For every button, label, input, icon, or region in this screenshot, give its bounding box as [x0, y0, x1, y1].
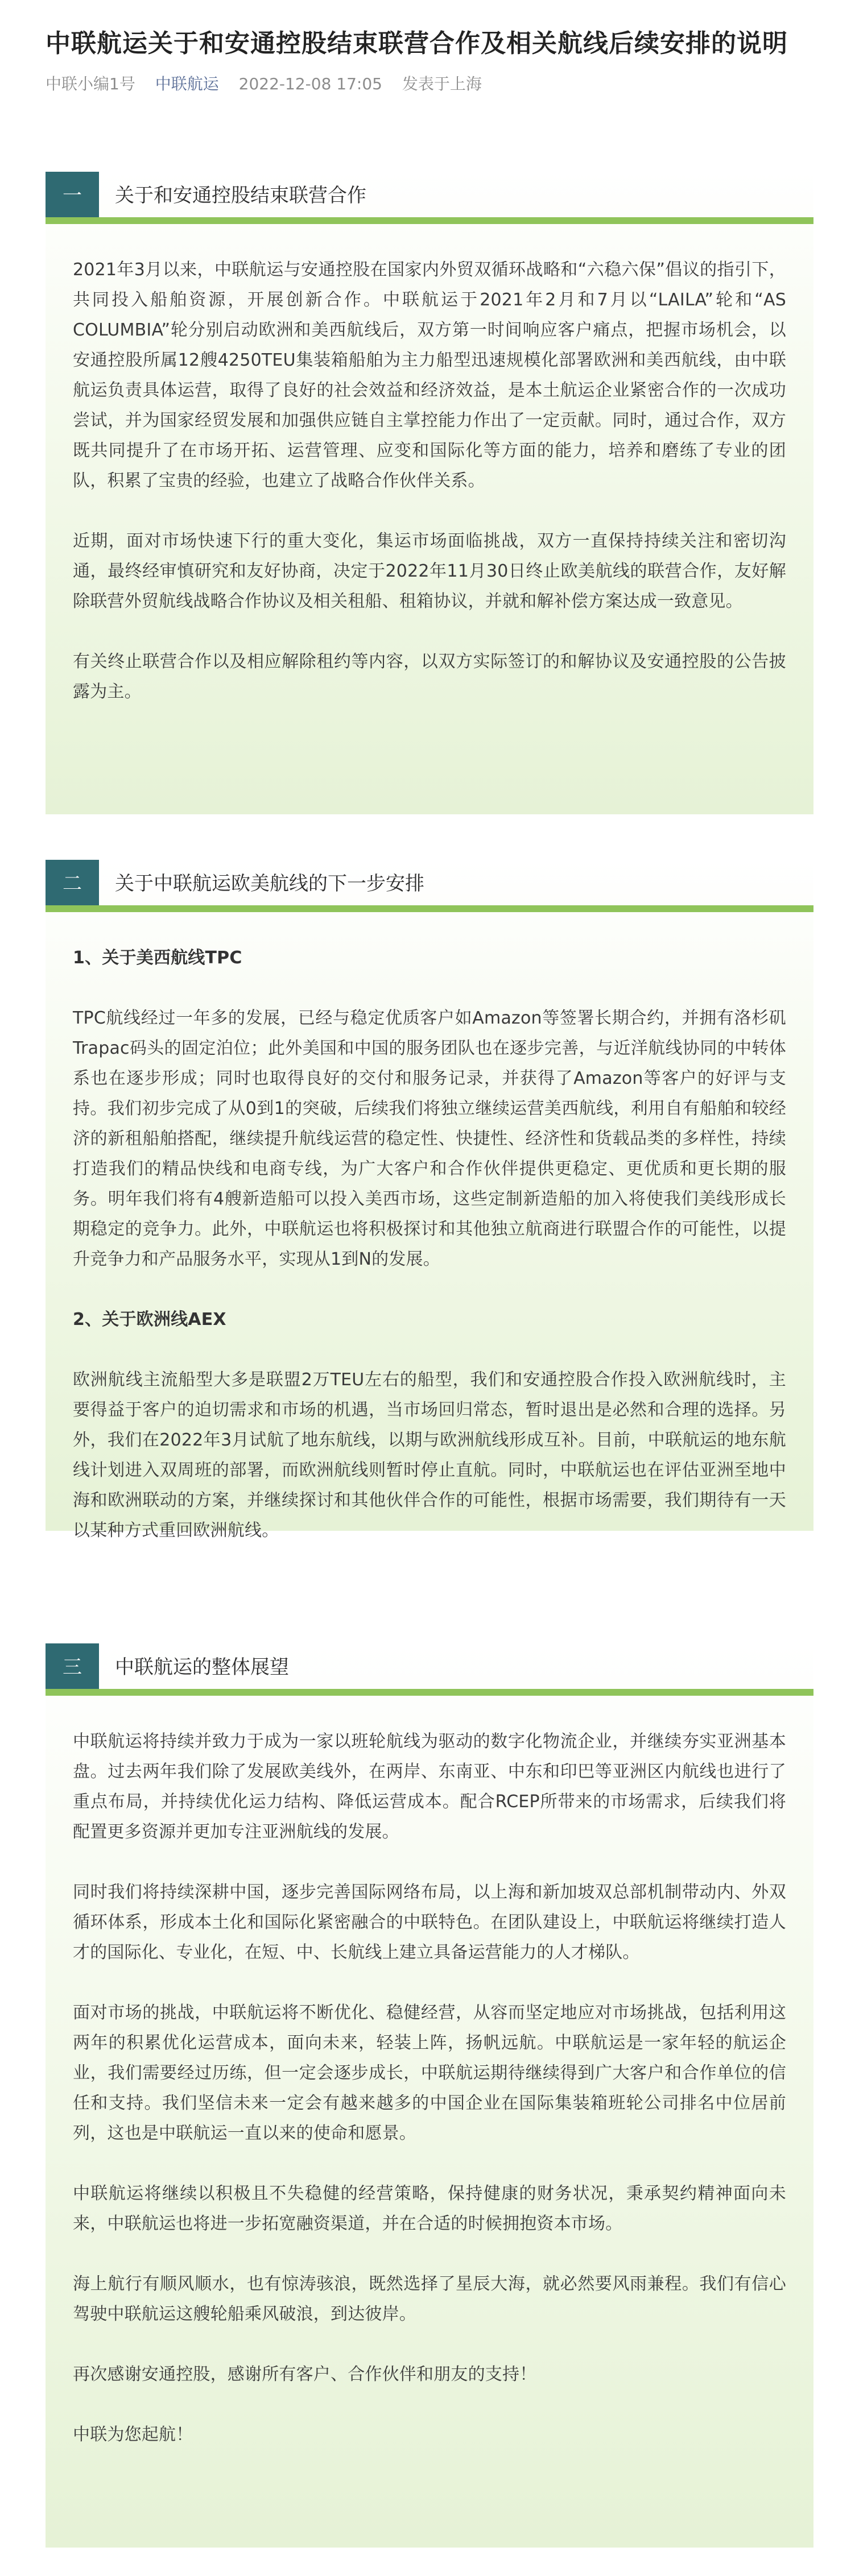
section-2: [46, 860, 813, 1540]
paragraph: 中联航运将继续以积极且不失稳健的经营策略，保持健康的财务状况，秉承契约精神面向未来，中联航运也将进一步拓宽融资渠道，并在合适的时候拥抱资本市场。: [73, 2184, 786, 2234]
paragraph: 近期，面对市场快速下行的重大变化，集运市场面临挑战，双方一直保持持续关注和密切沟通，最终经审慎研究和友好协商，决定于2022年11月30日终止欧美航线的联营合作，友好解除联营外贸航线战略合作协议及相关租船、租箱协议，并就和解补偿方案达成一致意见。: [73, 531, 786, 611]
section-number-badge: 二: [46, 860, 99, 908]
paragraph: 再次感谢安通控股，感谢所有客户、合作伙伴和朋友的支持！: [73, 2364, 537, 2384]
section-3: [46, 1643, 813, 2548]
section-divider: [46, 905, 813, 912]
paragraph: 海上航行有顺风顺水，也有惊涛骇浪，既然选择了星辰大海，就必然要风雨兼程。我们有信心驾驶中联航运这艘轮船乘风破浪，到达彼岸。: [73, 2274, 786, 2324]
author-name: 中联小编1号: [46, 74, 135, 93]
paragraph: 中联为您起航！: [73, 2425, 193, 2445]
paragraph: TPC航线经过一年多的发展，已经与稳定优质客户如Amazon等签署长期合约，并拥有洛杉矶Trapac码头的固定泊位；此外美国和中国的服务团队也在逐步完善，与近洋航线协同的中转体系也在逐步形成；同时也取得良好的交付和服务记录，并获得了Amazon等客户的好评与支持。我们初步完成了从0到1的突破，后续我们将独立继续运营美西航线，利用自有船舶和较经济的新租船舶搭配，继续提升航线运营的稳定性、快捷性、经济性和货载品类的多样性，持续打造我们的精品快线和电商专线，为广大客户和合作伙伴提供更稳定、更优质和更长期的服务。明年我们将有4艘新造船可以投入美西市场，这些定制新造船的加入将使我们美线形成长期稳定的竞争力。此外，中联航运也将积极探讨和其他独立航商进行联盟合作的可能性，以提升竞争力和产品服务水平，实现从1到N的发展。: [73, 1008, 786, 1269]
section-body: [46, 908, 813, 1546]
subsection-heading: 1、关于美西航线TPC: [73, 948, 242, 968]
section-number-badge: 三: [46, 1643, 99, 1691]
account-link[interactable]: 中联航运: [155, 74, 219, 93]
section-body: [46, 220, 813, 707]
section-1: [46, 172, 813, 814]
section-body: [46, 1691, 813, 2450]
article-title: 中联航运关于和安通控股结束联营合作及相关航线后续安排的说明: [46, 29, 788, 58]
paragraph: 有关终止联营合作以及相应解除租约等内容，以双方实际签订的和解协议及安通控股的公告披露为主。: [73, 652, 786, 702]
section-title: 关于中联航运欧美航线的下一步安排: [115, 872, 424, 895]
paragraph: 欧洲航线主流船型大多是联盟2万TEU左右的船型，我们和安通控股合作投入欧洲航线时，主要得益于客户的迫切需求和市场的机遇，当市场回归常态，暂时退出是必然和合理的选择。另外，我们在2022年3月试航了地东航线，以期与欧洲航线形成互补。目前，中联航运的地东航线计划进入双周班的部署，而欧洲航线则暂时停止直航。同时，中联航运也在评估亚洲至地中海和欧洲联动的方案，并继续探讨和其他伙伴合作的可能性，根据市场需要，我们期待有一天以某种方式重回欧洲航线。: [73, 1370, 786, 1540]
section-header: [46, 1643, 813, 1691]
section-divider: [46, 1689, 813, 1696]
article-meta: [46, 73, 813, 96]
publish-time: 2022-12-08 17:05: [238, 74, 382, 93]
subsection-heading: 2、关于欧洲线AEX: [73, 1310, 226, 1330]
paragraph: 同时我们将持续深耕中国，逐步完善国际网络布局，以上海和新加坡双总部机制带动内、外双循环体系，形成本土化和国际化紧密融合的中联特色。在团队建设上，中联航运将继续打造人才的国际化、专业化，在短、中、长航线上建立具备运营能力的人才梯队。: [73, 1882, 786, 1962]
paragraph: 2021年3月以来，中联航运与安通控股在国家内外贸双循环战略和“六稳六保”倡议的指引下，共同投入船舶资源，开展创新合作。中联航运于2021年2月和7月以“LAILA”轮和“AS COLUMBIA”轮分别启动欧洲和美西航线后，双方第一时间响应客户痛点，把握市场机会，以安通控股所属12艘4250TEU集装箱船舶为主力船型迅速规模化部署欧洲和美西航线，由中联航运负责具体运营，取得了良好的社会效益和经济效益，是本土航运企业紧密合作的一次成功尝试，并为国家经贸发展和加强供应链自主掌控能力作出了一定贡献。同时，通过合作，双方既共同提升了在市场开拓、运营管理、应变和国际化等方面的能力，培养和磨练了专业的团队，积累了宝贵的经验，也建立了战略合作伙伴关系。: [73, 260, 786, 491]
paragraph: 中联航运将持续并致力于成为一家以班轮航线为驱动的数字化物流企业，并继续夯实亚洲基本盘。过去两年我们除了发展欧美线外，在两岸、东南亚、中东和印巴等亚洲区内航线也进行了重点布局，并持续优化运力结构、降低运营成本。配合RCEP所带来的市场需求，后续我们将配置更多资源并更加专注亚洲航线的发展。: [73, 1732, 786, 1842]
section-number-badge: 一: [46, 172, 99, 220]
section-title: 中联航运的整体展望: [115, 1656, 289, 1679]
section-header: [46, 172, 813, 220]
section-header: [46, 860, 813, 908]
publish-location: 发表于上海: [402, 74, 482, 93]
paragraph: 面对市场的挑战，中联航运将不断优化、稳健经营，从容而坚定地应对市场挑战，包括利用这两年的积累优化运营成本，面向未来，轻装上阵，扬帆远航。中联航运是一家年轻的航运企业，我们需要经过历练，但一定会逐步成长，中联航运期待继续得到广大客户和合作单位的信任和支持。我们坚信未来一定会有越来越多的中国企业在国际集装箱班轮公司排名中位居前列，这也是中联航运一直以来的使命和愿景。: [73, 2003, 786, 2143]
section-divider: [46, 217, 813, 224]
section-title: 关于和安通控股结束联营合作: [115, 184, 366, 207]
